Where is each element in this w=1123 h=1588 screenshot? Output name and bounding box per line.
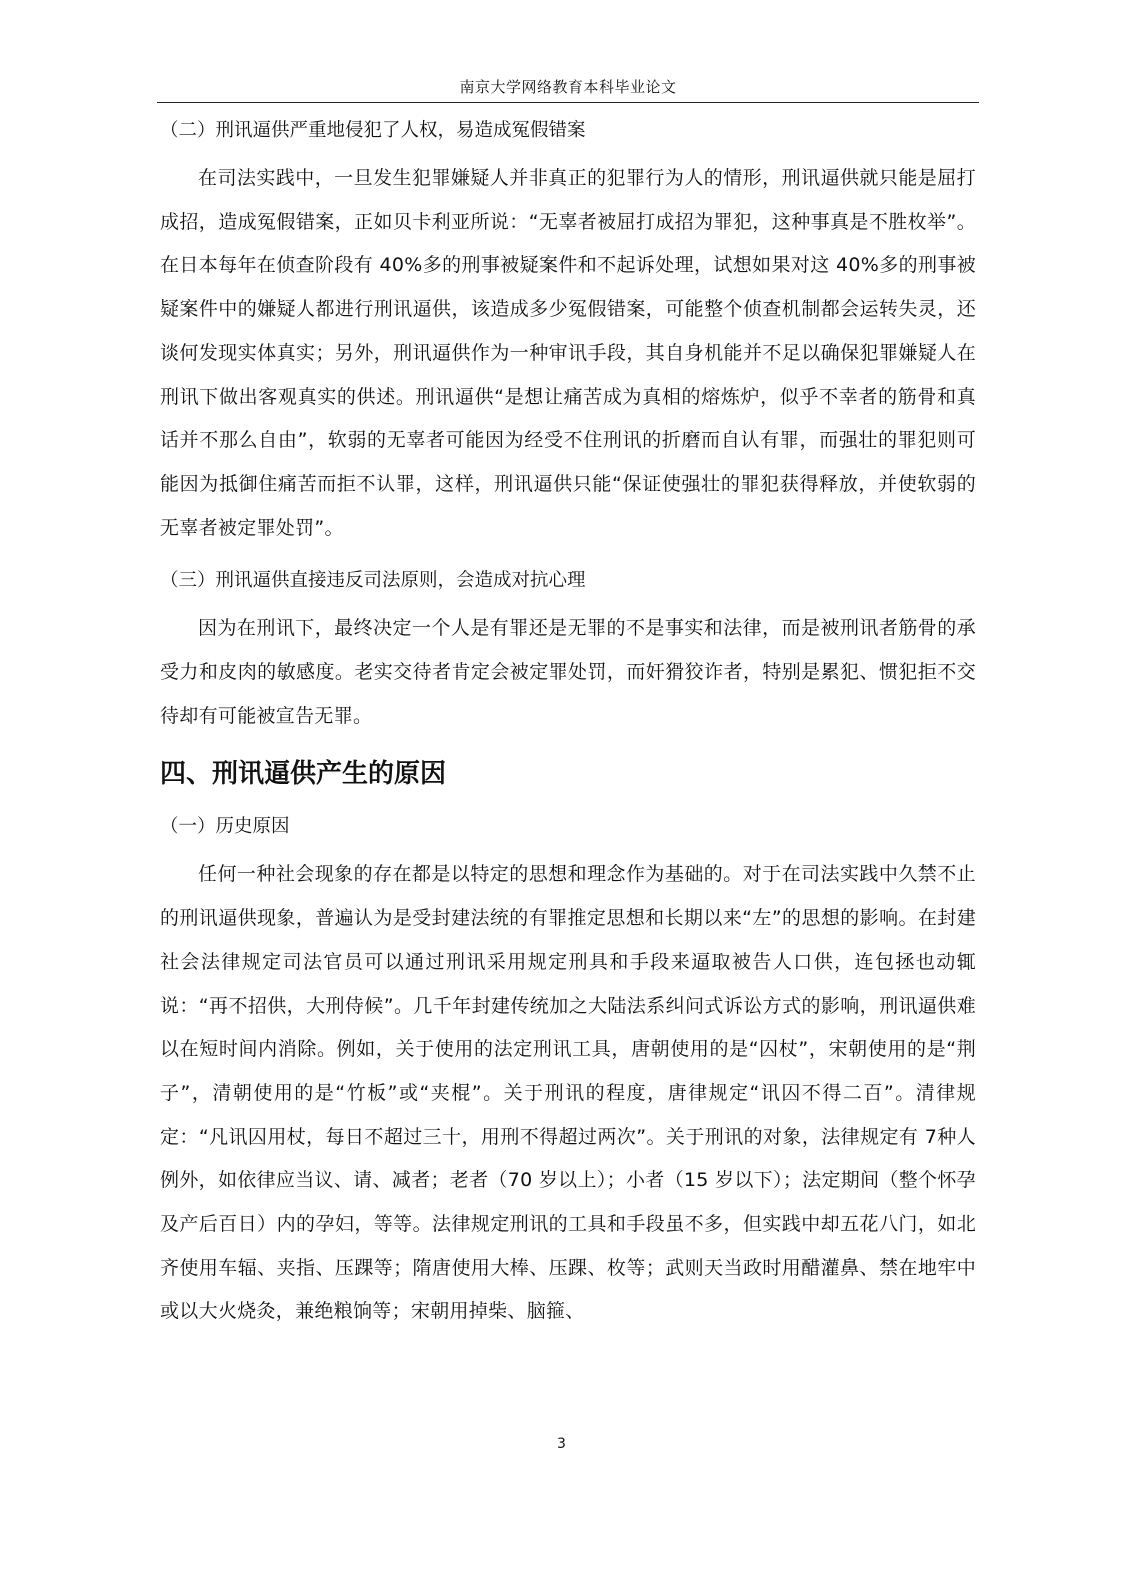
subsection-heading-2: （二）刑讯逼供严重地侵犯了人权，易造成冤假错案 <box>160 120 586 141</box>
subsection-heading-3: （三）刑讯逼供直接违反司法原则，会造成对抗心理 <box>160 570 586 592</box>
paragraph-4-1: 任何一种社会现象的存在都是以特定的思想和理念作为基础的。对于在司法实践中久禁不止的刑讯逼供现象，普遍认为是受封建法统的有罪推定思想和长期以来“左”的思想的影响。在封建社会法律规定司法官员可以通过刑讯采用规定刑具和手段来逼取被告人口供，连包拯也动辄说：“再不招供，大刑侍候”。几千年封建传统加之大陆法系纠问式诉讼方式的影响，刑讯逼供难以在短时间内消除。例如，关于使用的法定刑讯工具，唐朝使用的是“囚杖”，宋朝使用的是“荆子”，清朝使用的是“竹板”或“夹棍”。关于刑讯的程度，唐律规定“讯囚不得二百”。清律规定：“凡讯囚用杖，每日不超过三十，用刑不得超过两次”。关于刑讯的对象，法律规定有 7种人例外，如依律应当议、请、减者；老者（70 岁以上）；小者（15 岁以下）；法定期间（整个怀孕及产后百日）内的孕妇，等等。法律规定刑讯的工具和手段虽不多，但实践中却五花八门，如北齐使用车辐、夹指、压踝等；隋唐使用大棒、压踝、枚等；武则天当政时用醋灌鼻、禁在地牢中或以大火烧灸，兼绝粮饷等；宋朝用掉柴、脑箍、 <box>160 863 976 1323</box>
section-heading-4: 四、刑讯逼供产生的原因 <box>160 759 447 790</box>
paragraph-2: 在司法实践中，一旦发生犯罪嫌疑人并非真正的犯罪行为人的情形，刑讯逼供就只能是屈打成招，造成冤假错案，正如贝卡利亚所说：“无辜者被屈打成招为罪犯，这种事真是不胜枚举”。在日本每年在侦查阶段有 40%多的刑事被疑案件和不起诉处理，试想如果对这 40%多的刑事被疑案件中的嫌疑人都进行刑讯逼供，该造成多少冤假错案，可能整个侦查机制都会运转失灵，还谈何发现实体真实；另外，刑讯逼供作为一种审讯手段，其自身机能并不足以确保犯罪嫌疑人在刑讯下做出客观真实的供述。刑讯逼供“是想让痛苦成为真相的熔炼炉，似乎不幸者的筋骨和真话并不那么自由”，软弱的无辜者可能因为经受不住刑讯的折磨而自认有罪，而强壮的罪犯则可能因为抵御住痛苦而拒不认罪，这样，刑讯逼供只能“保证使强壮的罪犯获得释放，并使软弱的无辜者被定罪处罚”。 <box>160 167 976 539</box>
paragraph-3: 因为在刑讯下，最终决定一个人是有罪还是无罪的不是事实和法律，而是被刑讯者筋骨的承受力和皮肉的敏感度。老实交待者肯定会被定罪处罚，而奸猾狡诈者，特别是累犯、惯犯拒不交待却有可能被宣告无罪。 <box>160 617 976 727</box>
subsection-heading-4-1: （一）历史原因 <box>160 816 290 838</box>
body-content <box>160 112 976 1334</box>
header-rule <box>157 102 979 103</box>
page-number: 3 <box>557 1436 566 1452</box>
running-header: 南京大学网络教育本科毕业论文 <box>459 78 677 96</box>
